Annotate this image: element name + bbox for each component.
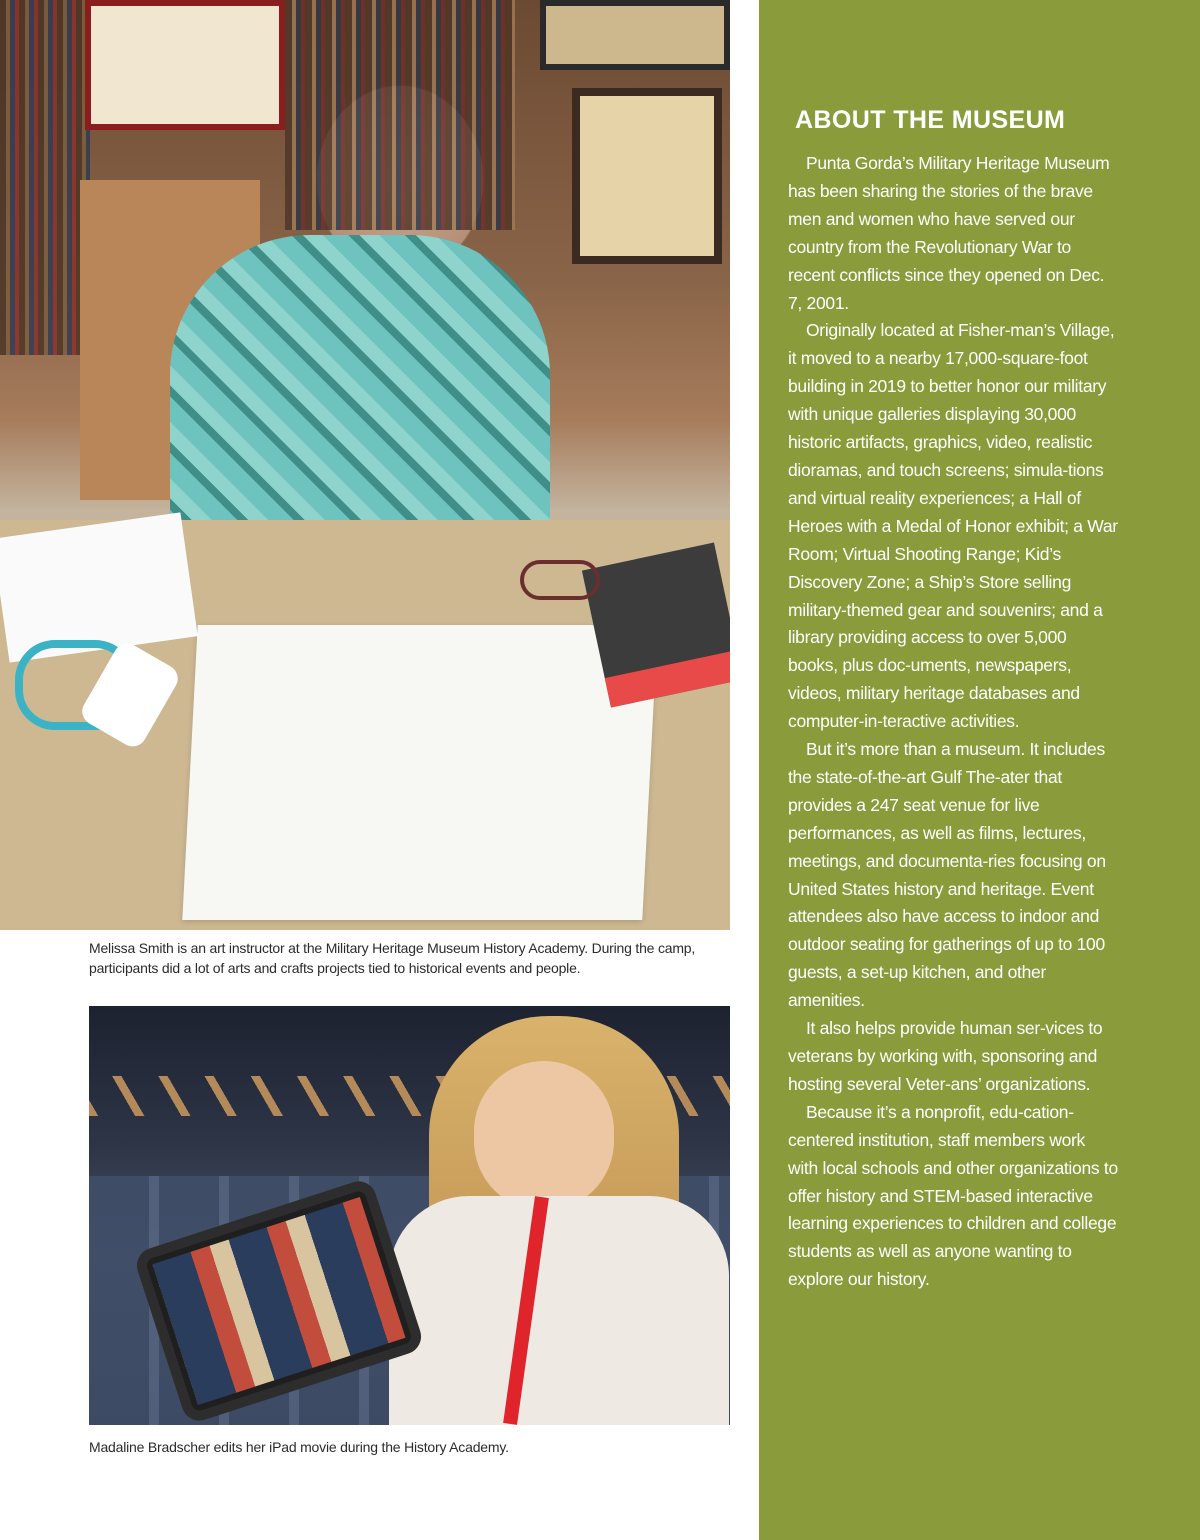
framed-poster-right xyxy=(572,88,722,264)
sidebar-title: ABOUT THE MUSEUM xyxy=(795,106,1066,134)
photo-caption-bottom: Madaline Bradscher edits her iPad movie during the History Academy. xyxy=(89,1439,509,1455)
eyeglasses xyxy=(520,560,600,600)
sidebar-paragraph: Punta Gorda’s Military Heritage Museum has been sharing the stories of the brave men and women who have served our country from the Revolutionary War to recent conflicts since they opened on Dec. 7, 2001. xyxy=(788,153,1110,313)
sidebar-paragraph: Originally located at Fisher-man’s Village, it moved to a nearby 17,000-square-foot building in 2019 to better honor our military with unique galleries displaying 30,000 historic artifacts, graphics, video, realistic dioramas, and touch screens; simula-tions and virtual reality experiences; a Hall of Heroes with a Medal of Honor exhibit; a War Room; Virtual Shooting Range; Kid’s Discovery Zone; a Ship’s Store selling military-themed gear and souvenirs; and a library providing access to over 5,000 books, plus doc-uments, newspapers, videos, military heritage databases and computer-in-teractive activities. xyxy=(788,320,1118,732)
sidebar-paragraph: Because it’s a nonprofit, edu-cation-centered institution, staff members work with local schools and other organizations to offer history and STEM-based interactive learning experiences to children and college students as well as anyone wanting to explore our history. xyxy=(788,1101,1118,1290)
sidebar-paragraph: It also helps provide human ser-vices to veterans by working with, sponsoring and hosting several Veter-ans’ organizations. xyxy=(788,1018,1103,1094)
student-tshirt xyxy=(389,1196,729,1425)
photo-art-instructor xyxy=(0,0,730,930)
framed-poster-left xyxy=(85,0,285,130)
person-shirt xyxy=(170,235,550,535)
sidebar-paragraph: But it’s more than a museum. It includes the state-of-the-art Gulf The-ater that provides a 247 seat venue for live performances, as well as films, lectures, meetings, and documenta-ries focusing on United States history and heritage. Event attendees also have access to indoor and outdoor seating for gatherings of up to 100 guests, a set-up kitchen, and other amenities. xyxy=(788,739,1106,1011)
student-face xyxy=(474,1061,614,1211)
about-museum-sidebar xyxy=(759,0,1200,1540)
photo-student-ipad xyxy=(89,1006,730,1425)
sidebar-body xyxy=(788,150,1118,1294)
bookshelf-center xyxy=(285,0,515,230)
bookshelf-left xyxy=(0,0,90,355)
photo-caption-top: Melissa Smith is an art instructor at the Military Heritage Museum History Academy. During the camp, participants did a lot of arts and crafts projects tied to historical events and people. xyxy=(89,940,696,976)
framed-poster-top-right xyxy=(540,0,730,70)
white-paper-sheet xyxy=(182,625,657,920)
